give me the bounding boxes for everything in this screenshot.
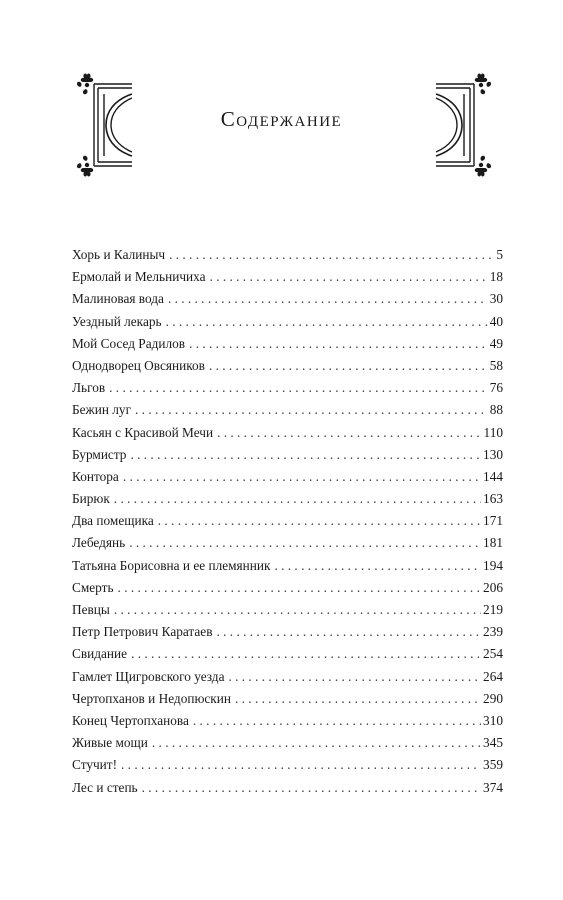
toc-entry[interactable] [72,377,503,399]
toc-entry[interactable] [72,666,503,688]
toc-entry-page-number: 58 [489,357,503,373]
toc-entry-title: Контора [72,468,119,484]
toc-leader-dots [130,444,481,466]
toc-entry-title: Уездный лекарь [72,313,162,329]
toc-entry[interactable] [72,266,503,288]
toc-entry-page-number: 345 [483,735,503,751]
toc-leader-dots [168,288,488,310]
toc-entry[interactable] [72,288,503,310]
toc-entry-page-number: 206 [483,579,503,595]
toc-leader-dots [228,666,481,688]
toc-entry[interactable] [72,488,503,510]
toc-leader-dots [135,399,488,421]
toc-entry[interactable] [72,466,503,488]
toc-entry-title: Гамлет Щигровского уезда [72,668,225,684]
toc-entry-title: Хорь и Калиныч [72,247,166,262]
toc-entry-page-number: 290 [483,690,503,706]
toc-entry-page-number: 374 [483,779,503,795]
toc-leader-dots [217,422,481,444]
toc-entry-title: Лебедянь [72,535,126,551]
toc-entry-page-number: 171 [483,513,503,529]
toc-entry-title: Певцы [72,602,110,617]
toc-entry[interactable] [72,754,503,776]
toc-leader-dots [123,466,481,488]
toc-leader-dots [114,488,481,510]
toc-entry-page-number: 40 [489,313,503,329]
toc-leader-dots [274,555,481,577]
toc-entry-title: Бежин луг [72,402,132,418]
toc-entry-page-number: 30 [489,291,503,307]
toc-entry-title: Ермолай и Мельничиха [72,269,206,285]
toc-leader-dots [152,732,481,754]
toc-leader-dots [158,510,481,532]
toc-entry-title: Бирюк [72,491,110,507]
toc-entry-page-number: 264 [483,668,503,684]
toc-entry-page-number: 18 [489,269,503,285]
toc-entry-title: Бурмистр [72,446,127,462]
toc-entry-page-number: 49 [489,335,503,351]
toc-leader-dots [121,754,481,776]
toc-entry[interactable] [72,510,503,532]
toc-entry[interactable] [72,555,503,577]
toc-leader-dots [235,688,481,710]
toc-entry[interactable] [72,688,503,710]
table-of-contents [72,244,503,799]
toc-entry[interactable] [72,333,503,355]
toc-entry-page-number: 88 [489,402,503,418]
toc-entry-title: Живые мощи [72,735,148,751]
toc-entry-title: Стучит! [72,757,118,773]
toc-entry-page-number: 163 [483,491,503,507]
page-title: Содержание [220,107,343,131]
toc-entry-title: Свидание [72,646,128,662]
toc-entry[interactable] [72,577,503,599]
toc-leader-dots [217,621,482,643]
toc-entry-page-number: 76 [489,380,503,396]
toc-leader-dots [193,710,481,732]
toc-leader-dots [109,377,488,399]
toc-entry[interactable] [72,599,503,621]
toc-entry-page-number: 130 [483,446,503,462]
toc-entry-title: Малиновая вода [72,291,164,307]
toc-entry[interactable] [72,355,503,377]
toc-entry[interactable] [72,777,503,799]
toc-entry-title: Однодворец Овсяников [72,357,205,373]
toc-leader-dots [209,355,488,377]
toc-leader-dots [169,244,494,266]
toc-leader-dots [114,599,481,621]
toc-entry-page-number: 144 [483,468,503,484]
toc-entry[interactable] [72,422,503,444]
toc-leader-dots [129,532,481,554]
toc-leader-dots [118,577,482,599]
toc-entry-title: Смерть [72,579,114,595]
toc-entry-page-number: 110 [483,424,503,440]
toc-entry[interactable] [72,732,503,754]
toc-entry-page-number: 239 [483,624,503,640]
toc-entry[interactable] [72,244,503,266]
toc-leader-dots [189,333,488,355]
toc-entry[interactable] [72,710,503,732]
toc-entry-title: Татьяна Борисовна и ее племянник [72,557,271,573]
toc-entry-title: Мой Сосед Радилов [72,335,186,351]
toc-entry[interactable] [72,621,503,643]
toc-entry-page-number: 254 [483,646,503,662]
toc-entry-title: Лес и степь [72,779,138,795]
toc-entry[interactable] [72,399,503,421]
toc-entry-title: Конец Чертопханова [72,712,189,728]
toc-entry-title: Петр Петрович Каратаев [72,624,213,640]
toc-entry-title: Касьян с Красивой Мечи [72,424,214,440]
toc-entry-title: Два помещика [72,513,154,529]
toc-entry-page-number: 194 [483,557,503,573]
toc-entry[interactable] [72,643,503,665]
toc-entry[interactable] [72,532,503,554]
toc-leader-dots [166,311,488,333]
toc-entry-title: Чертопханов и Недопюскин [72,690,231,706]
toc-leader-dots [142,777,481,799]
toc-entry[interactable] [72,311,503,333]
toc-entry[interactable] [72,444,503,466]
toc-entry-title: Льгов [72,380,106,396]
toc-entry-page-number: 5 [496,247,503,262]
toc-entry-page-number: 310 [483,712,503,728]
toc-entry-page-number: 181 [483,535,503,551]
toc-leader-dots [210,266,488,288]
toc-leader-dots [131,643,481,665]
toc-entry-page-number: 359 [483,757,503,773]
toc-entry-page-number: 219 [483,602,503,617]
